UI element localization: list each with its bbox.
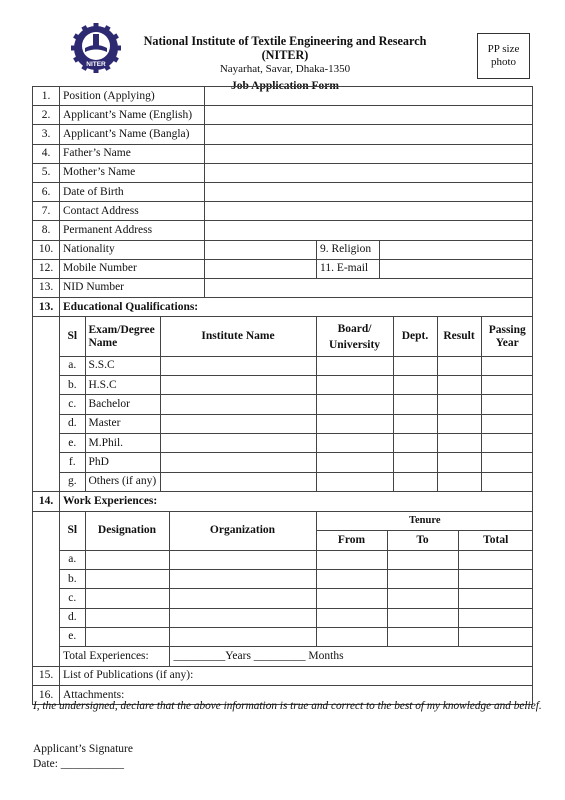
from-input[interactable] [316, 627, 387, 646]
nationality-label: Nationality [60, 240, 205, 259]
row-sl: a. [60, 550, 85, 569]
col-from: From [316, 531, 387, 550]
passing-year-input[interactable] [481, 453, 533, 472]
institute-input[interactable] [160, 453, 316, 472]
field-number: 2. [33, 106, 60, 125]
field-row [33, 125, 533, 144]
education-row [60, 472, 533, 491]
mobile-label: Mobile Number [60, 259, 205, 278]
education-row [60, 356, 533, 375]
logo-text: NITER [86, 61, 106, 68]
col-sl: Sl [60, 317, 85, 356]
from-input[interactable] [316, 589, 387, 608]
passing-year-input[interactable] [481, 356, 533, 375]
education-title: Educational Qualifications: [60, 298, 533, 317]
field-value-input[interactable] [205, 163, 533, 182]
institute-input[interactable] [160, 433, 316, 452]
field-label: Date of Birth [60, 182, 205, 201]
board-input[interactable] [316, 356, 393, 375]
col-to: To [387, 531, 458, 550]
dept-input[interactable] [393, 376, 437, 395]
field-label: Permanent Address [60, 221, 205, 240]
organization-input[interactable] [169, 608, 316, 627]
declaration-text: I, the undersigned, declare that the above information is true and correct to the best of my knowledge and belief. [33, 700, 542, 712]
form-header [120, 34, 450, 94]
field-value-input[interactable] [205, 202, 533, 221]
row-sl: f. [60, 453, 85, 472]
designation-input[interactable] [85, 550, 169, 569]
dept-input[interactable] [393, 356, 437, 375]
work-header-row [60, 512, 533, 531]
col-dept: Dept. [393, 317, 437, 356]
board-input[interactable] [316, 376, 393, 395]
board-input[interactable] [316, 453, 393, 472]
to-input[interactable] [387, 569, 458, 588]
education-section [33, 317, 533, 492]
total-experience-input[interactable]: _________Years _________ Months [169, 647, 533, 666]
education-row [60, 414, 533, 433]
education-table [60, 317, 533, 491]
passing-year-input[interactable] [481, 414, 533, 433]
result-input[interactable] [437, 414, 481, 433]
field-row [33, 202, 533, 221]
photo-box[interactable]: PP size photo [477, 33, 530, 79]
nid-label: NID Number [60, 278, 205, 297]
to-input[interactable] [387, 608, 458, 627]
result-input[interactable] [437, 356, 481, 375]
application-table [32, 86, 533, 705]
designation-input[interactable] [85, 608, 169, 627]
signature-block [33, 742, 133, 772]
row-sl: g. [60, 472, 85, 491]
organization-input[interactable] [169, 569, 316, 588]
passing-year-input[interactable] [481, 472, 533, 491]
total-input[interactable] [458, 608, 533, 627]
to-input[interactable] [387, 589, 458, 608]
education-row [60, 453, 533, 472]
field-row [33, 182, 533, 201]
dept-input[interactable] [393, 472, 437, 491]
field-row [33, 144, 533, 163]
section-number: 13. [33, 298, 60, 317]
email-label: 11. E-mail [317, 259, 380, 278]
row-sl: a. [60, 356, 85, 375]
field-value-input[interactable] [205, 182, 533, 201]
col-sl: Sl [60, 512, 85, 551]
field-number: 8. [33, 221, 60, 240]
work-total-row [60, 647, 533, 666]
result-input[interactable] [437, 433, 481, 452]
passing-year-input[interactable] [481, 395, 533, 414]
row-sl: b. [60, 376, 85, 395]
dept-input[interactable] [393, 414, 437, 433]
field-value-input[interactable] [205, 221, 533, 240]
col-passing-year: Passing Year [481, 317, 533, 356]
dept-input[interactable] [393, 453, 437, 472]
result-input[interactable] [437, 395, 481, 414]
institute-input[interactable] [160, 414, 316, 433]
education-row [60, 395, 533, 414]
passing-year-input[interactable] [481, 376, 533, 395]
exam-name: H.S.C [85, 376, 160, 395]
religion-input[interactable] [380, 240, 533, 259]
work-section [33, 511, 533, 666]
total-input[interactable] [458, 627, 533, 646]
work-row [60, 550, 533, 569]
work-row [60, 569, 533, 588]
designation-input[interactable] [85, 589, 169, 608]
nationality-row [33, 240, 533, 259]
col-organization: Organization [169, 512, 316, 551]
result-input[interactable] [437, 453, 481, 472]
mobile-row [33, 259, 533, 278]
field-number: 13. [33, 278, 60, 297]
col-total: Total [458, 531, 533, 550]
nid-input[interactable] [205, 278, 533, 297]
field-value-input[interactable] [205, 87, 533, 106]
field-number: 16. [33, 686, 60, 705]
field-number: 3. [33, 125, 60, 144]
to-input[interactable] [387, 550, 458, 569]
organization-input[interactable] [169, 589, 316, 608]
field-number: 15. [33, 666, 60, 685]
field-number: 12. [33, 259, 60, 278]
work-row [60, 608, 533, 627]
education-row [60, 433, 533, 452]
institute-input[interactable] [160, 376, 316, 395]
designation-input[interactable] [85, 569, 169, 588]
from-input[interactable] [316, 569, 387, 588]
field-number: 5. [33, 163, 60, 182]
from-input[interactable] [316, 550, 387, 569]
section-number: 14. [33, 492, 60, 511]
field-value-input[interactable] [205, 144, 533, 163]
exam-name: S.S.C [85, 356, 160, 375]
exam-name: Master [85, 414, 160, 433]
field-row [33, 163, 533, 182]
religion-label: 9. Religion [317, 240, 380, 259]
niter-logo [70, 22, 122, 74]
col-tenure: Tenure [316, 512, 533, 531]
email-input[interactable] [380, 259, 533, 278]
passing-year-input[interactable] [481, 433, 533, 452]
board-input[interactable] [316, 433, 393, 452]
field-row [33, 221, 533, 240]
institute-input[interactable] [160, 356, 316, 375]
education-title-row [33, 298, 533, 317]
exam-name: M.Phil. [85, 433, 160, 452]
field-number: 4. [33, 144, 60, 163]
field-label: Applicant’s Name (English) [60, 106, 205, 125]
field-number: 7. [33, 202, 60, 221]
field-label: Position (Applying) [60, 87, 205, 106]
nationality-input[interactable] [205, 240, 317, 259]
designation-input[interactable] [85, 627, 169, 646]
date-field[interactable]: Date: ___________ [33, 758, 125, 770]
field-number: 1. [33, 87, 60, 106]
institute-address: Nayarhat, Savar, Dhaka-1350 [219, 63, 351, 75]
row-sl: c. [60, 395, 85, 414]
result-input[interactable] [437, 376, 481, 395]
field-label: Mother’s Name [60, 163, 205, 182]
row-sl: b. [60, 569, 85, 588]
exam-name: Others (if any) [85, 472, 160, 491]
exam-name: PhD [85, 453, 160, 472]
form-title: Job Application Form [231, 80, 339, 92]
total-input[interactable] [458, 550, 533, 569]
attachments-label[interactable]: Attachments: [60, 686, 533, 705]
field-label: Applicant’s Name (Bangla) [60, 125, 205, 144]
field-row [33, 87, 533, 106]
publications-row [33, 666, 533, 685]
total-experience-label: Total Experiences: [60, 647, 169, 666]
institute-input[interactable] [160, 472, 316, 491]
organization-input[interactable] [169, 550, 316, 569]
field-label: Father’s Name [60, 144, 205, 163]
col-result: Result [437, 317, 481, 356]
work-table [60, 512, 533, 666]
row-sl: e. [60, 627, 85, 646]
board-input[interactable] [316, 395, 393, 414]
work-row [60, 627, 533, 646]
signature-label: Applicant’s Signature [33, 743, 133, 755]
field-row [33, 106, 533, 125]
from-input[interactable] [316, 608, 387, 627]
col-designation: Designation [85, 512, 169, 551]
education-header-row [60, 317, 533, 356]
col-institute: Institute Name [160, 317, 316, 356]
board-input[interactable] [316, 414, 393, 433]
col-board: Board/ University [316, 317, 393, 356]
row-sl: e. [60, 433, 85, 452]
to-input[interactable] [387, 627, 458, 646]
row-sl: c. [60, 589, 85, 608]
row-sl: d. [60, 414, 85, 433]
work-title-row [33, 492, 533, 511]
total-input[interactable] [458, 589, 533, 608]
dept-input[interactable] [393, 395, 437, 414]
field-number: 6. [33, 182, 60, 201]
board-input[interactable] [316, 472, 393, 491]
total-input[interactable] [458, 569, 533, 588]
field-value-input[interactable] [205, 125, 533, 144]
publications-label[interactable]: List of Publications (if any): [60, 666, 533, 685]
field-number: 10. [33, 240, 60, 259]
dept-input[interactable] [393, 433, 437, 452]
nid-row [33, 278, 533, 297]
field-label: Contact Address [60, 202, 205, 221]
education-row [60, 376, 533, 395]
result-input[interactable] [437, 472, 481, 491]
organization-input[interactable] [169, 627, 316, 646]
work-title: Work Experiences: [60, 492, 533, 511]
field-value-input[interactable] [205, 106, 533, 125]
institute-input[interactable] [160, 395, 316, 414]
mobile-input[interactable] [205, 259, 317, 278]
row-sl: d. [60, 608, 85, 627]
exam-name: Bachelor [85, 395, 160, 414]
col-exam: Exam/Degree Name [85, 317, 160, 356]
work-row [60, 589, 533, 608]
institute-name: National Institute of Textile Engineering and Research (NITER) [143, 34, 427, 62]
